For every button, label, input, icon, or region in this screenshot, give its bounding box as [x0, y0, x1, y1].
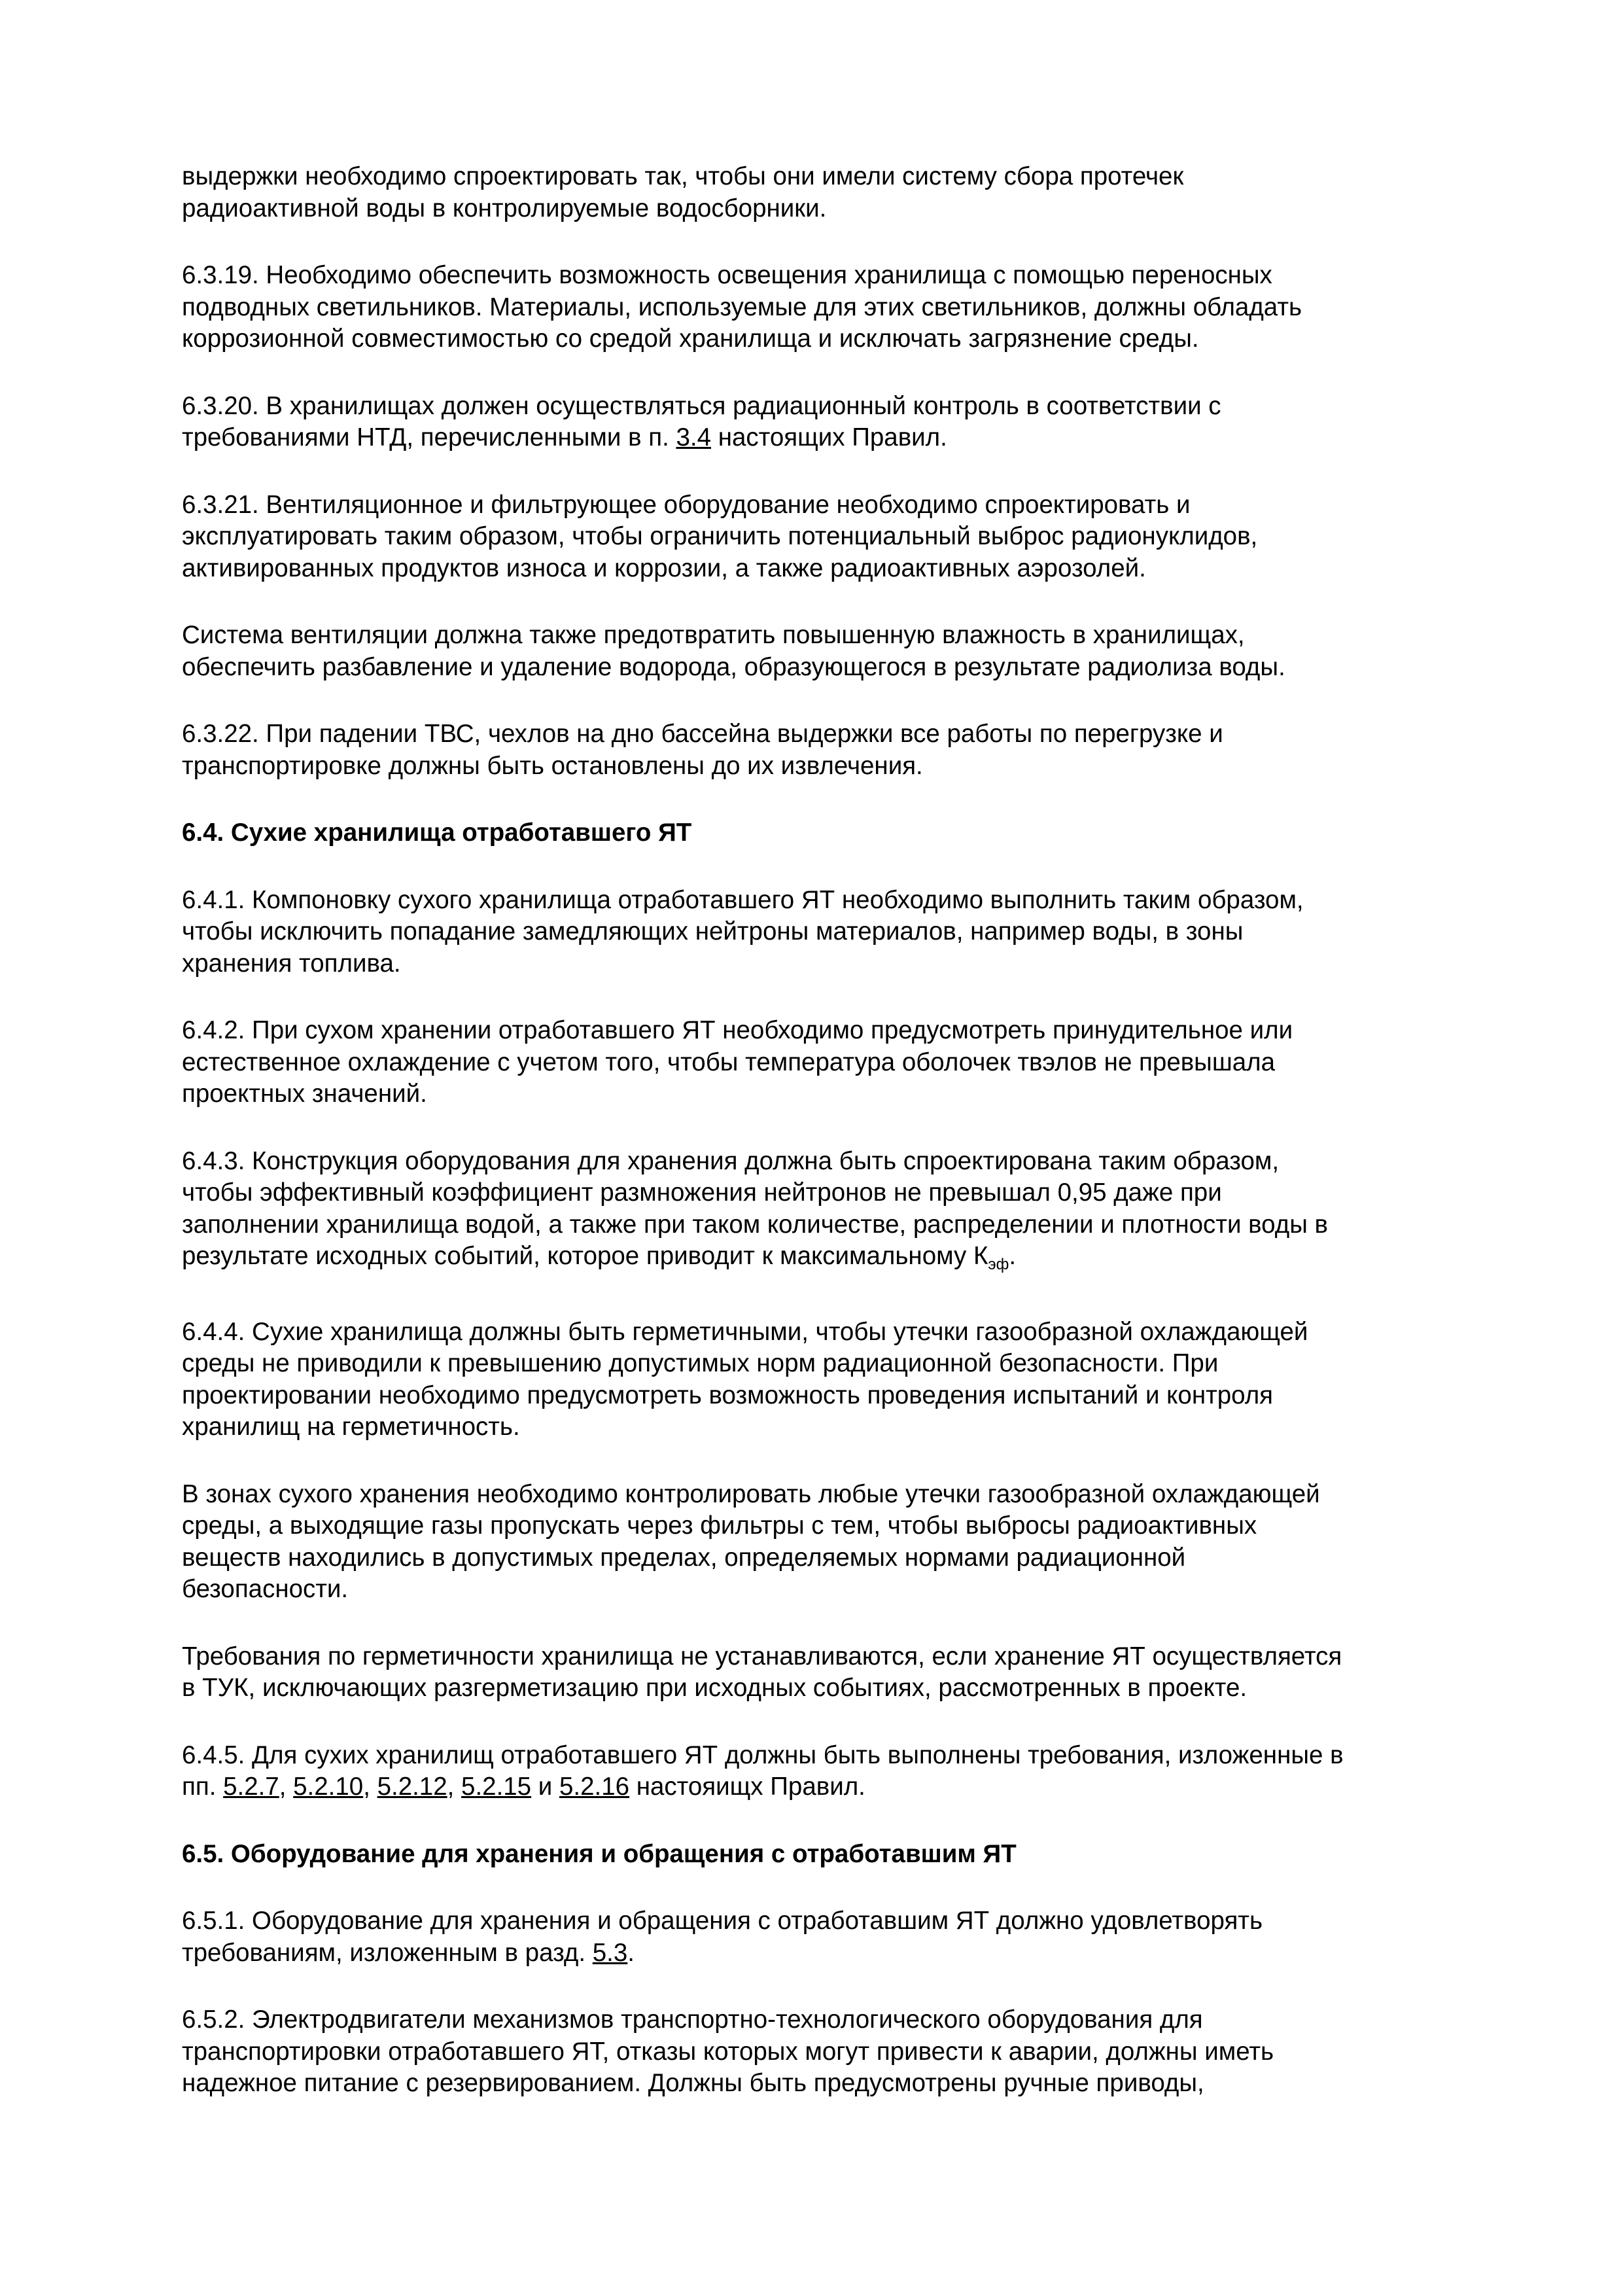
section-link-3-4[interactable]: 3.4 — [676, 423, 711, 451]
separator: , — [447, 1773, 462, 1801]
paragraph-6-4-2 — [182, 1015, 1484, 1110]
text-line: Требования по герметичности хранилища не устанавливаются, если хранение ЯТ осуществляется — [182, 1642, 1342, 1670]
text-line: среды не приводили к превышению допустимых норм радиационной безопасности. При — [182, 1349, 1219, 1377]
text-line: 6.4.3. Конструкция оборудования для хранения должна быть спроектирована таким образом, — [182, 1146, 1280, 1175]
text-line: В зонах сухого хранения необходимо контролировать любые утечки газообразной охлаждающей — [182, 1479, 1320, 1508]
text-line: 6.3.21. Вентиляционное и фильтрующее оборудование необходимо спроектировать и — [182, 490, 1191, 519]
paragraph-6-4-5 — [182, 1740, 1484, 1803]
text-line: 6.4.4. Сухие хранилища должны быть герметичными, чтобы утечки газообразной охлаждающей — [182, 1317, 1308, 1346]
text-line: обеспечить разбавление и удаление водорода, образующегося в результате радиолиза воды. — [182, 652, 1285, 681]
section-link-5-2-12[interactable]: 5.2.12 — [377, 1773, 447, 1801]
separator: , — [279, 1773, 294, 1801]
text-fragment: настоящих Правил. — [711, 423, 947, 451]
separator: , — [363, 1773, 377, 1801]
text-line: радиоактивной воды в контролируемые водосборники. — [182, 194, 827, 222]
text-fragment: требованиям, изложенным в разд. — [182, 1938, 593, 1967]
text-line — [182, 422, 1484, 454]
text-line: веществ находились в допустимых пределах, определяемых нормами радиационной — [182, 1543, 1186, 1572]
section-link-5-2-10[interactable]: 5.2.10 — [293, 1773, 364, 1801]
paragraph-6-4-1 — [182, 885, 1484, 980]
text-line: 6.4.1. Компоновку сухого хранилища отработавшего ЯТ необходимо выполнить таким образом, — [182, 885, 1304, 914]
text-line: в ТУК, исключающих разгерметизацию при исходных событиях, рассмотренных в проекте. — [182, 1674, 1248, 1702]
text-line: 6.5.1. Оборудование для хранения и обращения с отработавшим ЯТ должно удовлетворять — [182, 1907, 1263, 1935]
section-heading-6-5: 6.5. Оборудование для хранения и обращения с отработавшим ЯТ — [182, 1839, 1017, 1868]
text-line: транспортировке должны быть остановлены до их извлечения. — [182, 751, 923, 780]
text-line: 6.3.22. При падении ТВС, чехлов на дно бассейна выдержки все работы по перегрузке и — [182, 720, 1223, 748]
text-line: хранения топлива. — [182, 949, 401, 978]
text-line: среды, а выходящие газы пропускать через фильтры с тем, чтобы выбросы радиоактивных — [182, 1511, 1257, 1540]
paragraph-dry-zones — [182, 1479, 1484, 1606]
paragraph-ventilation — [182, 620, 1484, 683]
text-line — [182, 1771, 1484, 1803]
section-link-5-2-15[interactable]: 5.2.15 — [461, 1773, 532, 1801]
paragraph-6-3-20 — [182, 391, 1484, 454]
text-fragment: . — [1009, 1242, 1017, 1270]
paragraph-6-5-1 — [182, 1905, 1484, 1969]
text-line: 6.5.2. Электродвигатели механизмов транспортно-технологического оборудования для — [182, 2005, 1203, 2034]
document-page — [182, 161, 1484, 2135]
text-line — [182, 1241, 1484, 1281]
text-line: выдержки необходимо спроектировать так, чтобы они имели систему сбора протечек — [182, 162, 1184, 190]
section-link-5-2-7[interactable]: 5.2.7 — [223, 1773, 279, 1801]
text-fragment: результате исходных событий, которое приводит к максимальному К — [182, 1242, 988, 1270]
text-line: чтобы исключить попадание замедляющих нейтроны материалов, например воды, в зоны — [182, 917, 1244, 945]
text-line: 6.4.2. При сухом хранении отработавшего ЯТ необходимо предусмотреть принудительное или — [182, 1016, 1293, 1044]
paragraph-6-3-19 — [182, 260, 1484, 355]
section-link-5-3[interactable]: 5.3 — [592, 1938, 628, 1967]
text-line: проектных значений. — [182, 1080, 427, 1108]
text-line: 6.3.19. Необходимо обеспечить возможность освещения хранилища с помощью переносных — [182, 261, 1272, 289]
paragraph-6-4-4 — [182, 1316, 1484, 1443]
text-fragment: пп. — [182, 1773, 224, 1801]
paragraph-tightness — [182, 1641, 1484, 1704]
text-line: активированных продуктов износа и коррозии, а также радиоактивных аэрозолей. — [182, 554, 1146, 582]
text-line: 6.3.20. В хранилищах должен осуществляться радиационный контроль в соответствии с — [182, 391, 1221, 420]
section-link-5-2-16[interactable]: 5.2.16 — [559, 1773, 630, 1801]
text-fragment: требованиями НТД, перечисленными в п. — [182, 423, 676, 451]
paragraph-6-3-21 — [182, 489, 1484, 585]
text-fragment: настояищх Правил. — [629, 1773, 865, 1801]
text-line: естественное охлаждение с учетом того, чтобы температура оболочек твэлов не превышала — [182, 1048, 1276, 1076]
text-line: подводных светильников. Материалы, используемые для этих светильников, должны обладать — [182, 292, 1302, 321]
text-line: надежное питание с резервированием. Должны быть предусмотрены ручные приводы, — [182, 2069, 1204, 2097]
text-line: чтобы эффективный коэффициент размножения нейтронов не превышал 0,95 даже при — [182, 1178, 1222, 1207]
subscript-eff: эф — [988, 1256, 1009, 1273]
text-line: Система вентиляции должна также предотвратить повышенную влажность в хранилищах, — [182, 621, 1245, 649]
text-line: безопасности. — [182, 1575, 349, 1603]
paragraph-6-5-2 — [182, 2004, 1484, 2100]
text-line: проектировании необходимо предусмотреть возможность проведения испытаний и контроля — [182, 1381, 1274, 1409]
paragraph-6-3-22 — [182, 718, 1484, 782]
section-heading-6-4: 6.4. Сухие хранилища отработавшего ЯТ — [182, 819, 692, 847]
text-fragment: . — [627, 1938, 635, 1967]
text-line: эксплуатировать таким образом, чтобы ограничить потенциальный выброс радионуклидов, — [182, 522, 1258, 550]
text-line: хранилищ на герметичность. — [182, 1413, 520, 1441]
paragraph-intro-continuation — [182, 161, 1484, 224]
paragraph-6-4-3 — [182, 1146, 1484, 1281]
text-line: коррозионной совместимостью со средой хранилища и исключать загрязнение среды. — [182, 325, 1199, 353]
text-line: транспортировки отработавшего ЯТ, отказы которых могут привести к аварии, должны иметь — [182, 2037, 1274, 2066]
text-line: 6.4.5. Для сухих хранилищ отработавшего ЯТ должны быть выполнены требования, изложенные в — [182, 1740, 1344, 1769]
conjunction: и — [531, 1773, 559, 1801]
text-line — [182, 1937, 1484, 1969]
text-line: заполнении хранилища водой, а также при таком количестве, распределении и плотности воды в — [182, 1210, 1329, 1239]
